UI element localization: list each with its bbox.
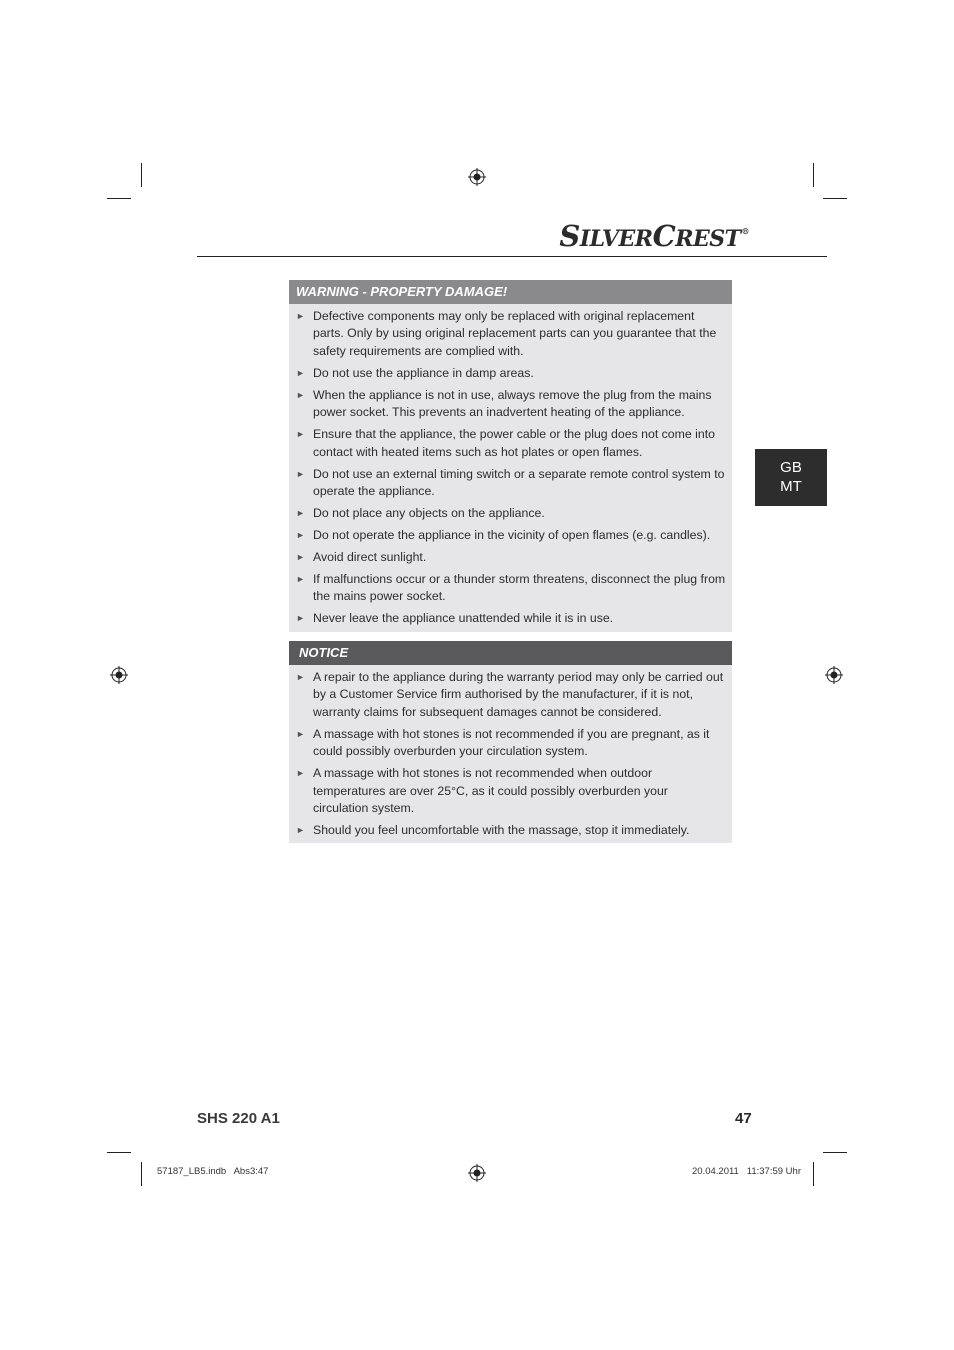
footer-model-number: SHS 220 A1: [197, 1110, 280, 1127]
print-slug-timestamp: 20.04.2011 11:37:59 Uhr: [692, 1166, 801, 1177]
page-number: 47: [735, 1110, 752, 1127]
list-item: ► When the appliance is not in use, always remove the plug from the mains power socket. This prevents an inadvertent heating of the appliance.: [296, 387, 712, 420]
bullet-arrow-icon: ►: [296, 672, 305, 682]
registration-mark-icon: [825, 666, 843, 684]
list-item: ► Avoid direct sunlight.: [289, 549, 726, 566]
list-item: ► Do not use the appliance in damp areas.: [289, 365, 726, 382]
bullet-arrow-icon: ►: [296, 468, 305, 479]
bullet-arrow-icon: ►: [296, 574, 305, 585]
list-item: ► A repair to the appliance during the warranty period may only be carried out by a Customer Service firm authorised by the manufacturer, if it is not, warranty claims for subsequent damages cannot be considered.: [296, 670, 724, 719]
bullet-arrow-icon: ►: [296, 429, 305, 440]
list-item: ► A massage with hot stones is not recommended when outdoor temperatures are over 25°C, as it could possibly overburden your circulation system.: [296, 766, 668, 816]
header-rule: [197, 256, 827, 257]
bullet-arrow-icon: ►: [296, 728, 305, 739]
bullet-arrow-icon: ►: [296, 552, 305, 563]
silvercrest-logo: SILVERCREST®: [559, 219, 749, 253]
list-item: ► Should you feel uncomfortable with the massage, stop it immediately.: [289, 822, 726, 839]
crop-mark: [813, 163, 814, 187]
registration-mark-icon: [468, 168, 486, 186]
bullet-arrow-icon: ►: [296, 613, 305, 624]
crop-mark: [141, 1162, 142, 1186]
warning-list: [289, 304, 732, 632]
print-slug-file: 57187_LB5.indb Abs3:47: [157, 1166, 269, 1177]
notice-box: [289, 641, 732, 843]
crop-mark: [823, 198, 847, 199]
registration-mark-icon: [468, 1164, 486, 1182]
bullet-arrow-icon: ►: [296, 367, 305, 378]
list-item: ► Do not operate the appliance in the vicinity of open flames (e.g. candles).: [289, 527, 726, 544]
bullet-arrow-icon: ►: [296, 530, 305, 541]
bullet-arrow-icon: ►: [296, 768, 305, 779]
registration-mark-icon: [110, 666, 128, 684]
bullet-arrow-icon: ►: [296, 311, 305, 321]
bullet-arrow-icon: ►: [296, 825, 305, 836]
bullet-arrow-icon: ►: [296, 389, 305, 400]
list-item: ► Do not use an external timing switch or a separate remote control system to operate the appliance.: [296, 466, 725, 499]
warning-box: [289, 280, 732, 632]
notice-list: [289, 665, 732, 843]
list-item: ► Ensure that the appliance, the power cable or the plug does not come into contact with heated items such as hot plates or open flames.: [296, 427, 715, 459]
language-tab: [755, 449, 827, 506]
list-item: ► Never leave the appliance unattended while it is in use.: [289, 610, 726, 627]
language-code-gb: GB: [780, 459, 802, 476]
crop-mark: [107, 198, 131, 199]
notice-title: NOTICE: [289, 641, 732, 665]
crop-mark: [141, 163, 142, 187]
crop-mark: [823, 1152, 847, 1153]
crop-mark: [813, 1162, 814, 1186]
crop-mark: [107, 1152, 131, 1153]
language-code-mt: MT: [780, 478, 802, 495]
list-item: ► A massage with hot stones is not recommended if you are pregnant, as it could possibly overburden your circulation system.: [296, 726, 710, 759]
bullet-arrow-icon: ►: [296, 508, 305, 519]
list-item: ► Do not place any objects on the appliance.: [289, 505, 726, 522]
list-item: ► If malfunctions occur or a thunder storm threatens, disconnect the plug from the mains power socket.: [296, 572, 726, 604]
warning-title: WARNING - PROPERTY DAMAGE!: [289, 280, 732, 304]
list-item: ► Defective components may only be replaced with original replacement parts. Only by using original replacement parts can you guarantee that the safety requirements are complied with.: [296, 309, 717, 358]
